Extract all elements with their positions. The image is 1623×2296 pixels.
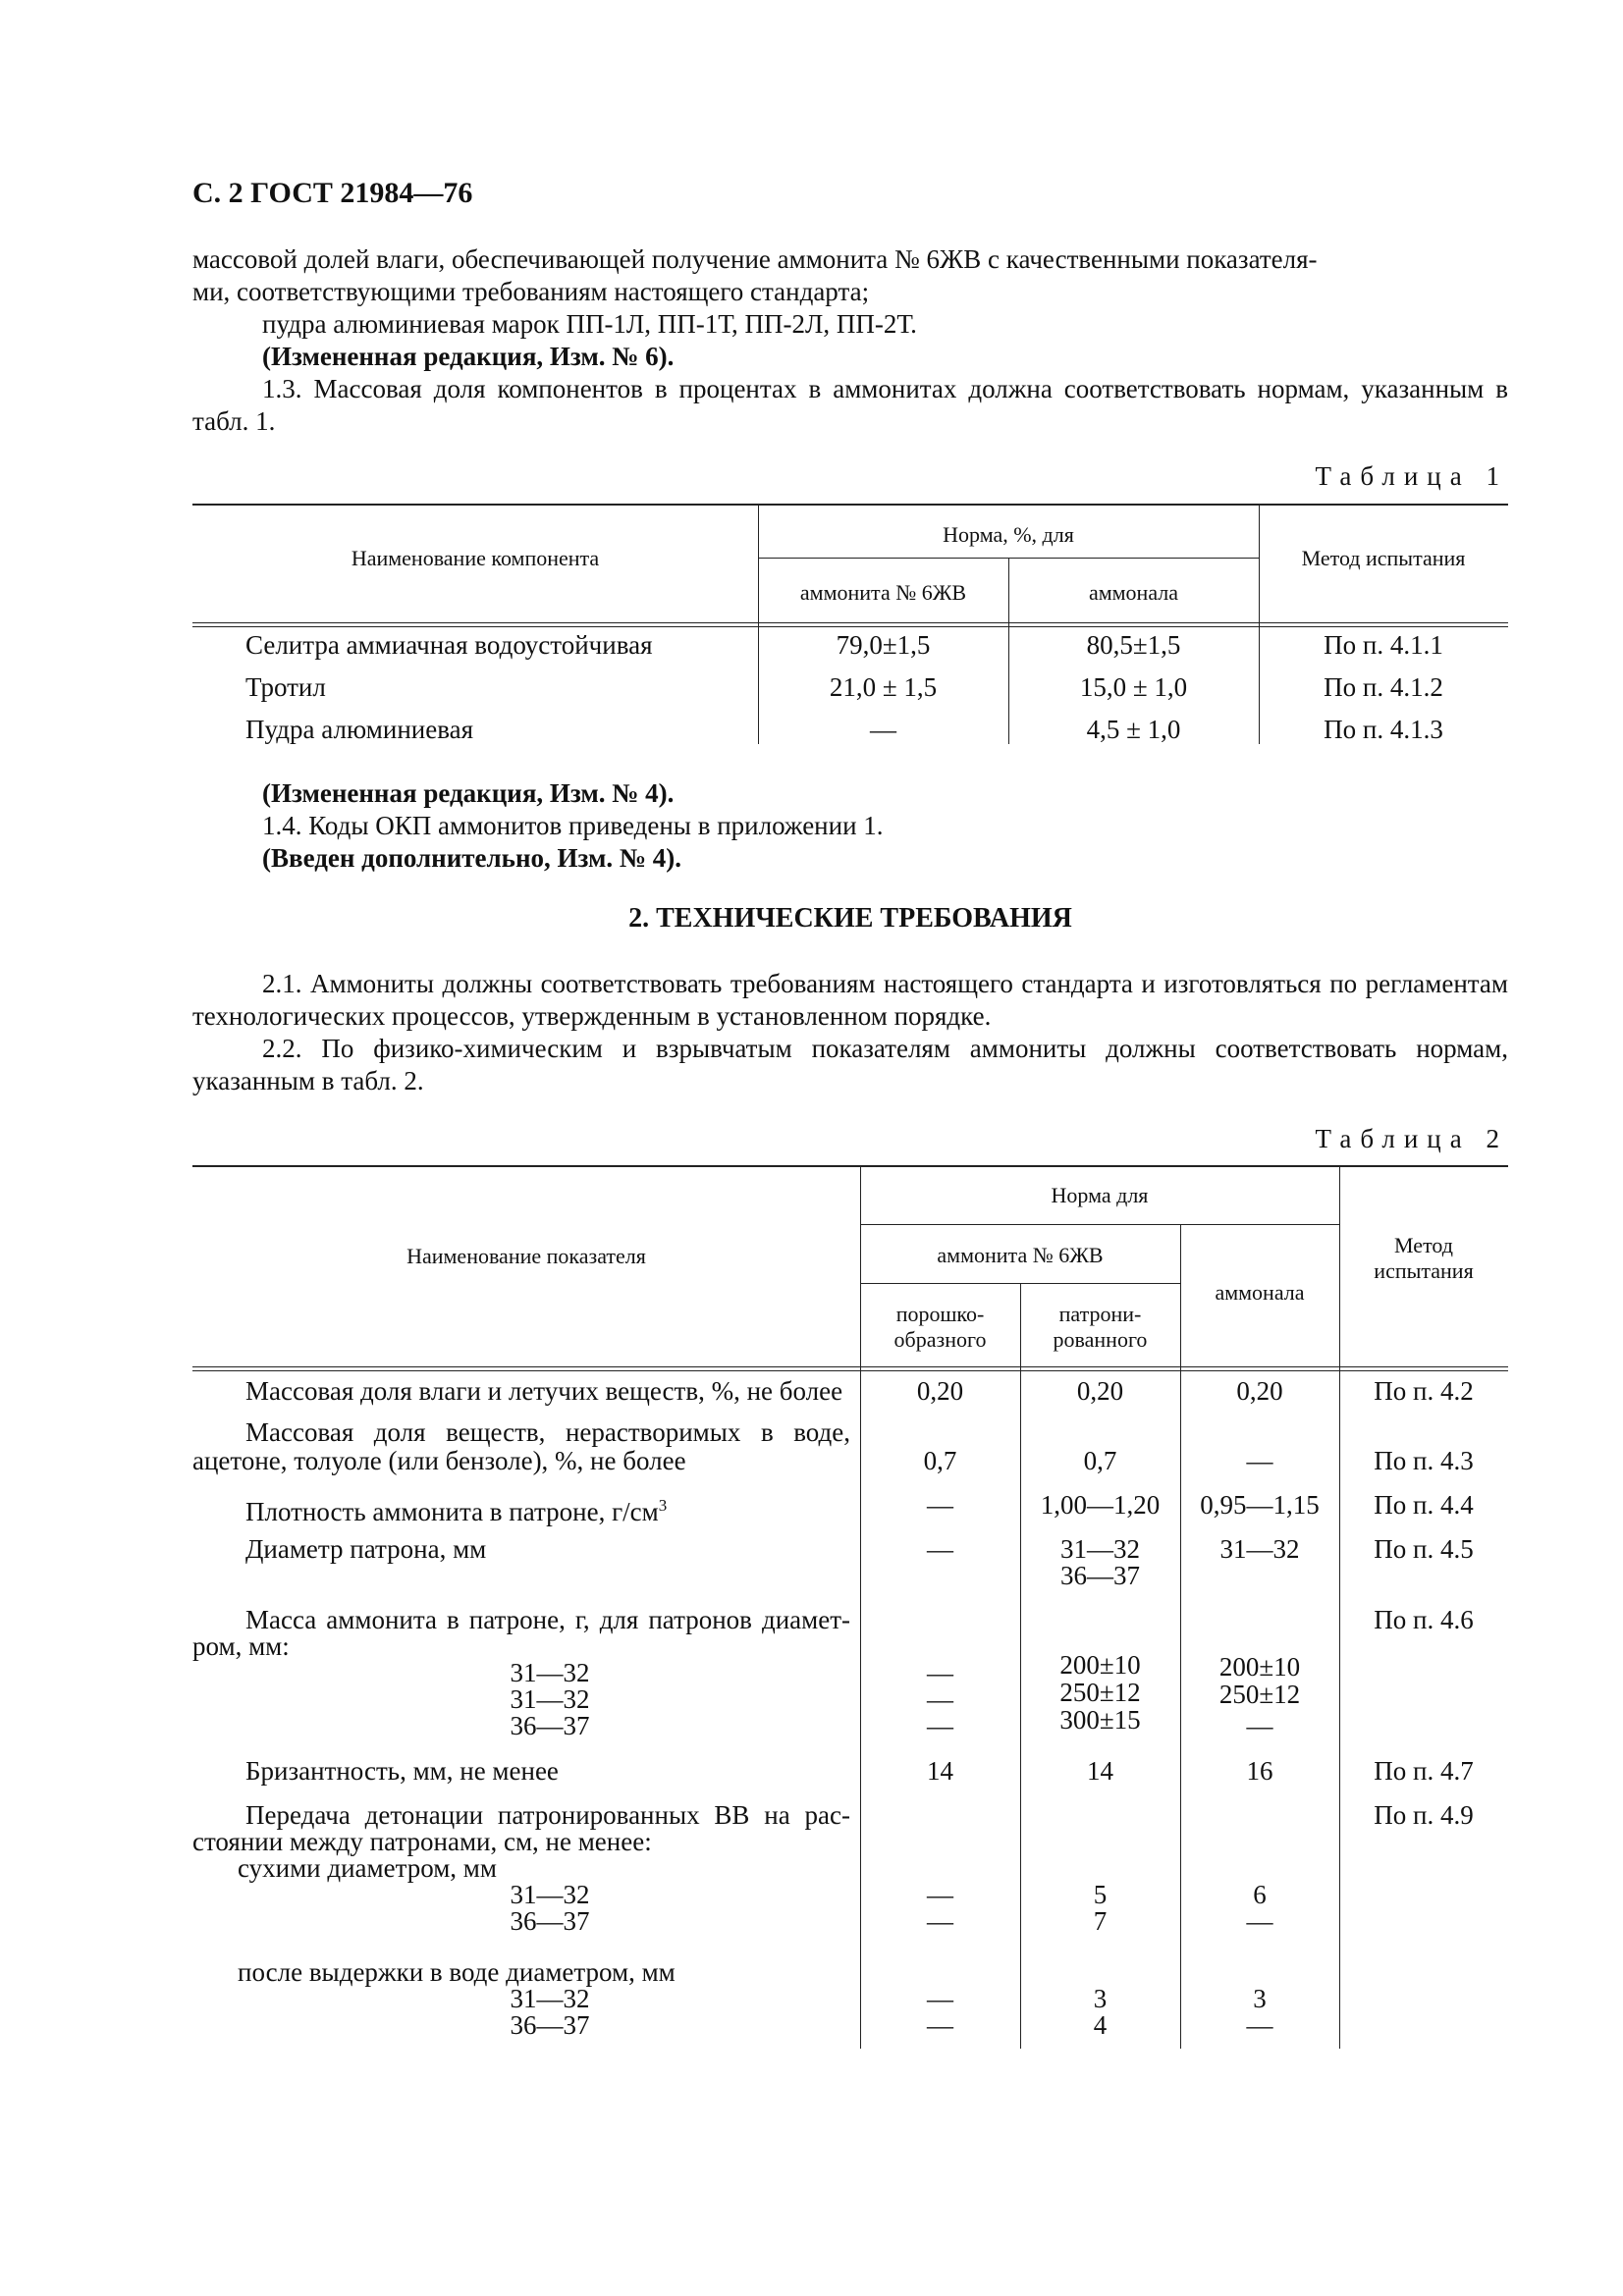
table2-cell: 5 — [1093, 1880, 1108, 1909]
table2-cell: 300±15 — [1059, 1705, 1141, 1735]
table1-row-method: По п. 4.1.2 — [1324, 672, 1443, 702]
table2-cell: 14 — [927, 1756, 953, 1786]
table2-cell: — — [927, 1534, 953, 1564]
table2-header-ammonal: аммонала — [1215, 1280, 1305, 1305]
table2-cell: — — [1246, 1711, 1273, 1740]
table2-cell: 16 — [1246, 1756, 1273, 1786]
paragraph-2-2: 2.2. По физико-химическим и взрывчатым показателям аммониты должны соответствовать нормам, указанным в табл. 2. — [192, 1034, 1508, 1095]
table2-subheading: сухими диаметром, мм — [238, 1853, 497, 1883]
table2-subrow-diameter: 36—37 — [510, 2010, 590, 2040]
table2-row-name: Массовая доля влаги и летучих веществ, %, не более — [245, 1376, 843, 1406]
table1-row-name: Селитра аммиачная водоустойчивая — [245, 630, 653, 660]
table1-row-name: Пудра алюминиевая — [245, 715, 473, 744]
table2-header-cartridged: патрони- рованного — [1053, 1302, 1148, 1352]
intro-line-3: пудра алюминиевая марок ПП-1Л, ПП-1Т, ПП-2Л, ПП-2Т. — [262, 309, 917, 339]
table2-cell: 250±12 — [1218, 1680, 1301, 1709]
table2-cell: — — [927, 2010, 953, 2040]
table2-subrow-diameter: 31—32 — [510, 1658, 590, 1687]
table2-cell: 1,00—1,20 — [1040, 1490, 1161, 1520]
table2-subheading: после выдержки в воде диаметром, мм — [238, 1957, 676, 1987]
table1-header-ammonal: аммонала — [1088, 580, 1179, 605]
table2-cell: 250±12 — [1059, 1678, 1141, 1707]
table2-row-name: Масса аммонита в патроне, г, для патронов диамет- — [245, 1605, 850, 1634]
table1-header-name: Наименование компонента — [351, 546, 600, 570]
table2-cell: 3 — [1093, 1984, 1108, 2013]
table2-cell: — — [1246, 1446, 1273, 1475]
table2-cell: 0,7 — [923, 1446, 957, 1475]
table2-header-powder: порошко- образного — [893, 1302, 987, 1352]
section-title: 2. ТЕХНИЧЕСКИЕ ТРЕБОВАНИЯ — [628, 903, 1072, 934]
table2-cell: 0,7 — [1083, 1446, 1117, 1475]
table2-header-name: Наименование показателя — [406, 1244, 646, 1268]
table1-row-b: 15,0 ± 1,0 — [1079, 672, 1188, 702]
table2-row-name — [245, 1491, 667, 1526]
table2-cell: 3 — [1253, 1984, 1267, 2013]
density-unit-exponent: 3 — [658, 1496, 668, 1515]
table2-header-ammonit: аммонита № 6ЖВ — [937, 1243, 1104, 1267]
table2-subrow-diameter: 36—37 — [510, 1711, 590, 1740]
table2-cell: 0,95—1,15 — [1200, 1490, 1320, 1520]
table2-method: По п. 4.5 — [1374, 1534, 1474, 1564]
table2-cell: 31—32 — [1219, 1534, 1300, 1564]
table2-subrow-diameter: 36—37 — [510, 1906, 590, 1936]
table2-cell: — — [1246, 2010, 1273, 2040]
table1-row-a: — — [870, 715, 896, 744]
table2-cell: — — [1246, 1906, 1273, 1936]
intro-line-2: ми, соответствующими требованиям настоящего стандарта; — [192, 277, 870, 306]
table2-cell: 0,20 — [916, 1376, 964, 1406]
density-label: Плотность аммонита в патроне, г/см — [245, 1497, 659, 1526]
table2-row-name: стоянии между патронами, см, не менее: — [192, 1827, 652, 1856]
table2-method: По п. 4.3 — [1374, 1446, 1474, 1475]
table2-cell: 31—32 — [1060, 1534, 1140, 1564]
table2-cell: — — [927, 1880, 953, 1909]
table2-cell: 200±10 — [1218, 1652, 1301, 1682]
paragraph-1-4: 1.4. Коды ОКП аммонитов приведены в приложении 1. — [262, 811, 884, 840]
table2-method: По п. 4.6 — [1374, 1605, 1474, 1634]
edit-note-6: (Измененная редакция, Изм. № 6). — [262, 342, 675, 371]
table2-method: По п. 4.2 — [1374, 1376, 1474, 1406]
table2-cell: — — [927, 1711, 953, 1740]
table2-cell: — — [927, 1684, 953, 1714]
table1-row-b: 4,5 ± 1,0 — [1086, 715, 1181, 744]
table2-row-name: ацетоне, толуоле (или бензоле), %, не более — [192, 1446, 686, 1475]
table2-cell: — — [927, 1984, 953, 2013]
table1-caption: Таблица 1 — [1315, 461, 1508, 491]
table1-row-a: 21,0 ± 1,5 — [829, 672, 938, 702]
table1-row-b: 80,5±1,5 — [1086, 630, 1181, 660]
table2-subrow-diameter: 31—32 — [510, 1984, 590, 2013]
table2-header-method: Метод испытания — [1374, 1233, 1474, 1283]
table2-cell: — — [927, 1490, 953, 1520]
edit-note-4: (Измененная редакция, Изм. № 4). — [262, 778, 675, 808]
table2-cell: 36—37 — [1060, 1561, 1140, 1590]
table2-cell: 0,20 — [1076, 1376, 1124, 1406]
table1-header-method: Метод испытания — [1301, 546, 1466, 570]
table2-row-name: ром, мм: — [192, 1631, 290, 1661]
table2-caption: Таблица 2 — [1315, 1124, 1508, 1153]
table2-cell: 14 — [1087, 1756, 1113, 1786]
table1-row-a: 79,0±1,5 — [836, 630, 931, 660]
paragraph-1-3: 1.3. Массовая доля компонентов в процентах в аммонитах должна соответствовать нормам, указанным в табл. 1. — [192, 374, 1508, 436]
table1-row-name: Тротил — [245, 672, 326, 702]
intro-line-1: массовой долей влаги, обеспечивающей получение аммонита № 6ЖВ с качественными показателя- — [192, 244, 1318, 274]
table2-method: По п. 4.7 — [1374, 1756, 1474, 1786]
table2-subrow-diameter: 31—32 — [510, 1684, 590, 1714]
table1-header-norm: Норма, %, для — [943, 522, 1074, 547]
page-header: С. 2 ГОСТ 21984—76 — [192, 177, 473, 209]
table2-row-name: Бризантность, мм, не менее — [245, 1756, 559, 1786]
table2-cell: 200±10 — [1059, 1650, 1141, 1680]
table2-row-name: Массовая доля веществ, нерастворимых в воде, — [245, 1417, 850, 1447]
table2-subrow-diameter: 31—32 — [510, 1880, 590, 1909]
table2-cell: 0,20 — [1236, 1376, 1283, 1406]
table2-header-norm: Норма для — [1051, 1183, 1149, 1207]
table2-cell: 7 — [1093, 1906, 1108, 1936]
table2-method: По п. 4.4 — [1374, 1490, 1474, 1520]
table1-header-ammonit: аммонита № 6ЖВ — [799, 580, 967, 605]
table1-row-method: По п. 4.1.1 — [1324, 630, 1443, 660]
table1-row-method: По п. 4.1.3 — [1324, 715, 1443, 744]
paragraph-2-1: 2.1. Аммониты должны соответствовать требованиям настоящего стандарта и изготовляться по регламентам технологических процессов, утвержденным в установленном порядке. — [192, 969, 1508, 1031]
table2-cell: 4 — [1093, 2010, 1108, 2040]
table2-row-name: Диаметр патрона, мм — [245, 1534, 487, 1564]
intro-note-4: (Введен дополнительно, Изм. № 4). — [262, 843, 681, 873]
table2-cell: 6 — [1253, 1880, 1267, 1909]
table2-row-name: Передача детонации патронированных ВВ на рас- — [245, 1800, 850, 1830]
table2-cell: — — [927, 1906, 953, 1936]
table2-cell: — — [927, 1658, 953, 1687]
table2-method: По п. 4.9 — [1374, 1800, 1474, 1830]
